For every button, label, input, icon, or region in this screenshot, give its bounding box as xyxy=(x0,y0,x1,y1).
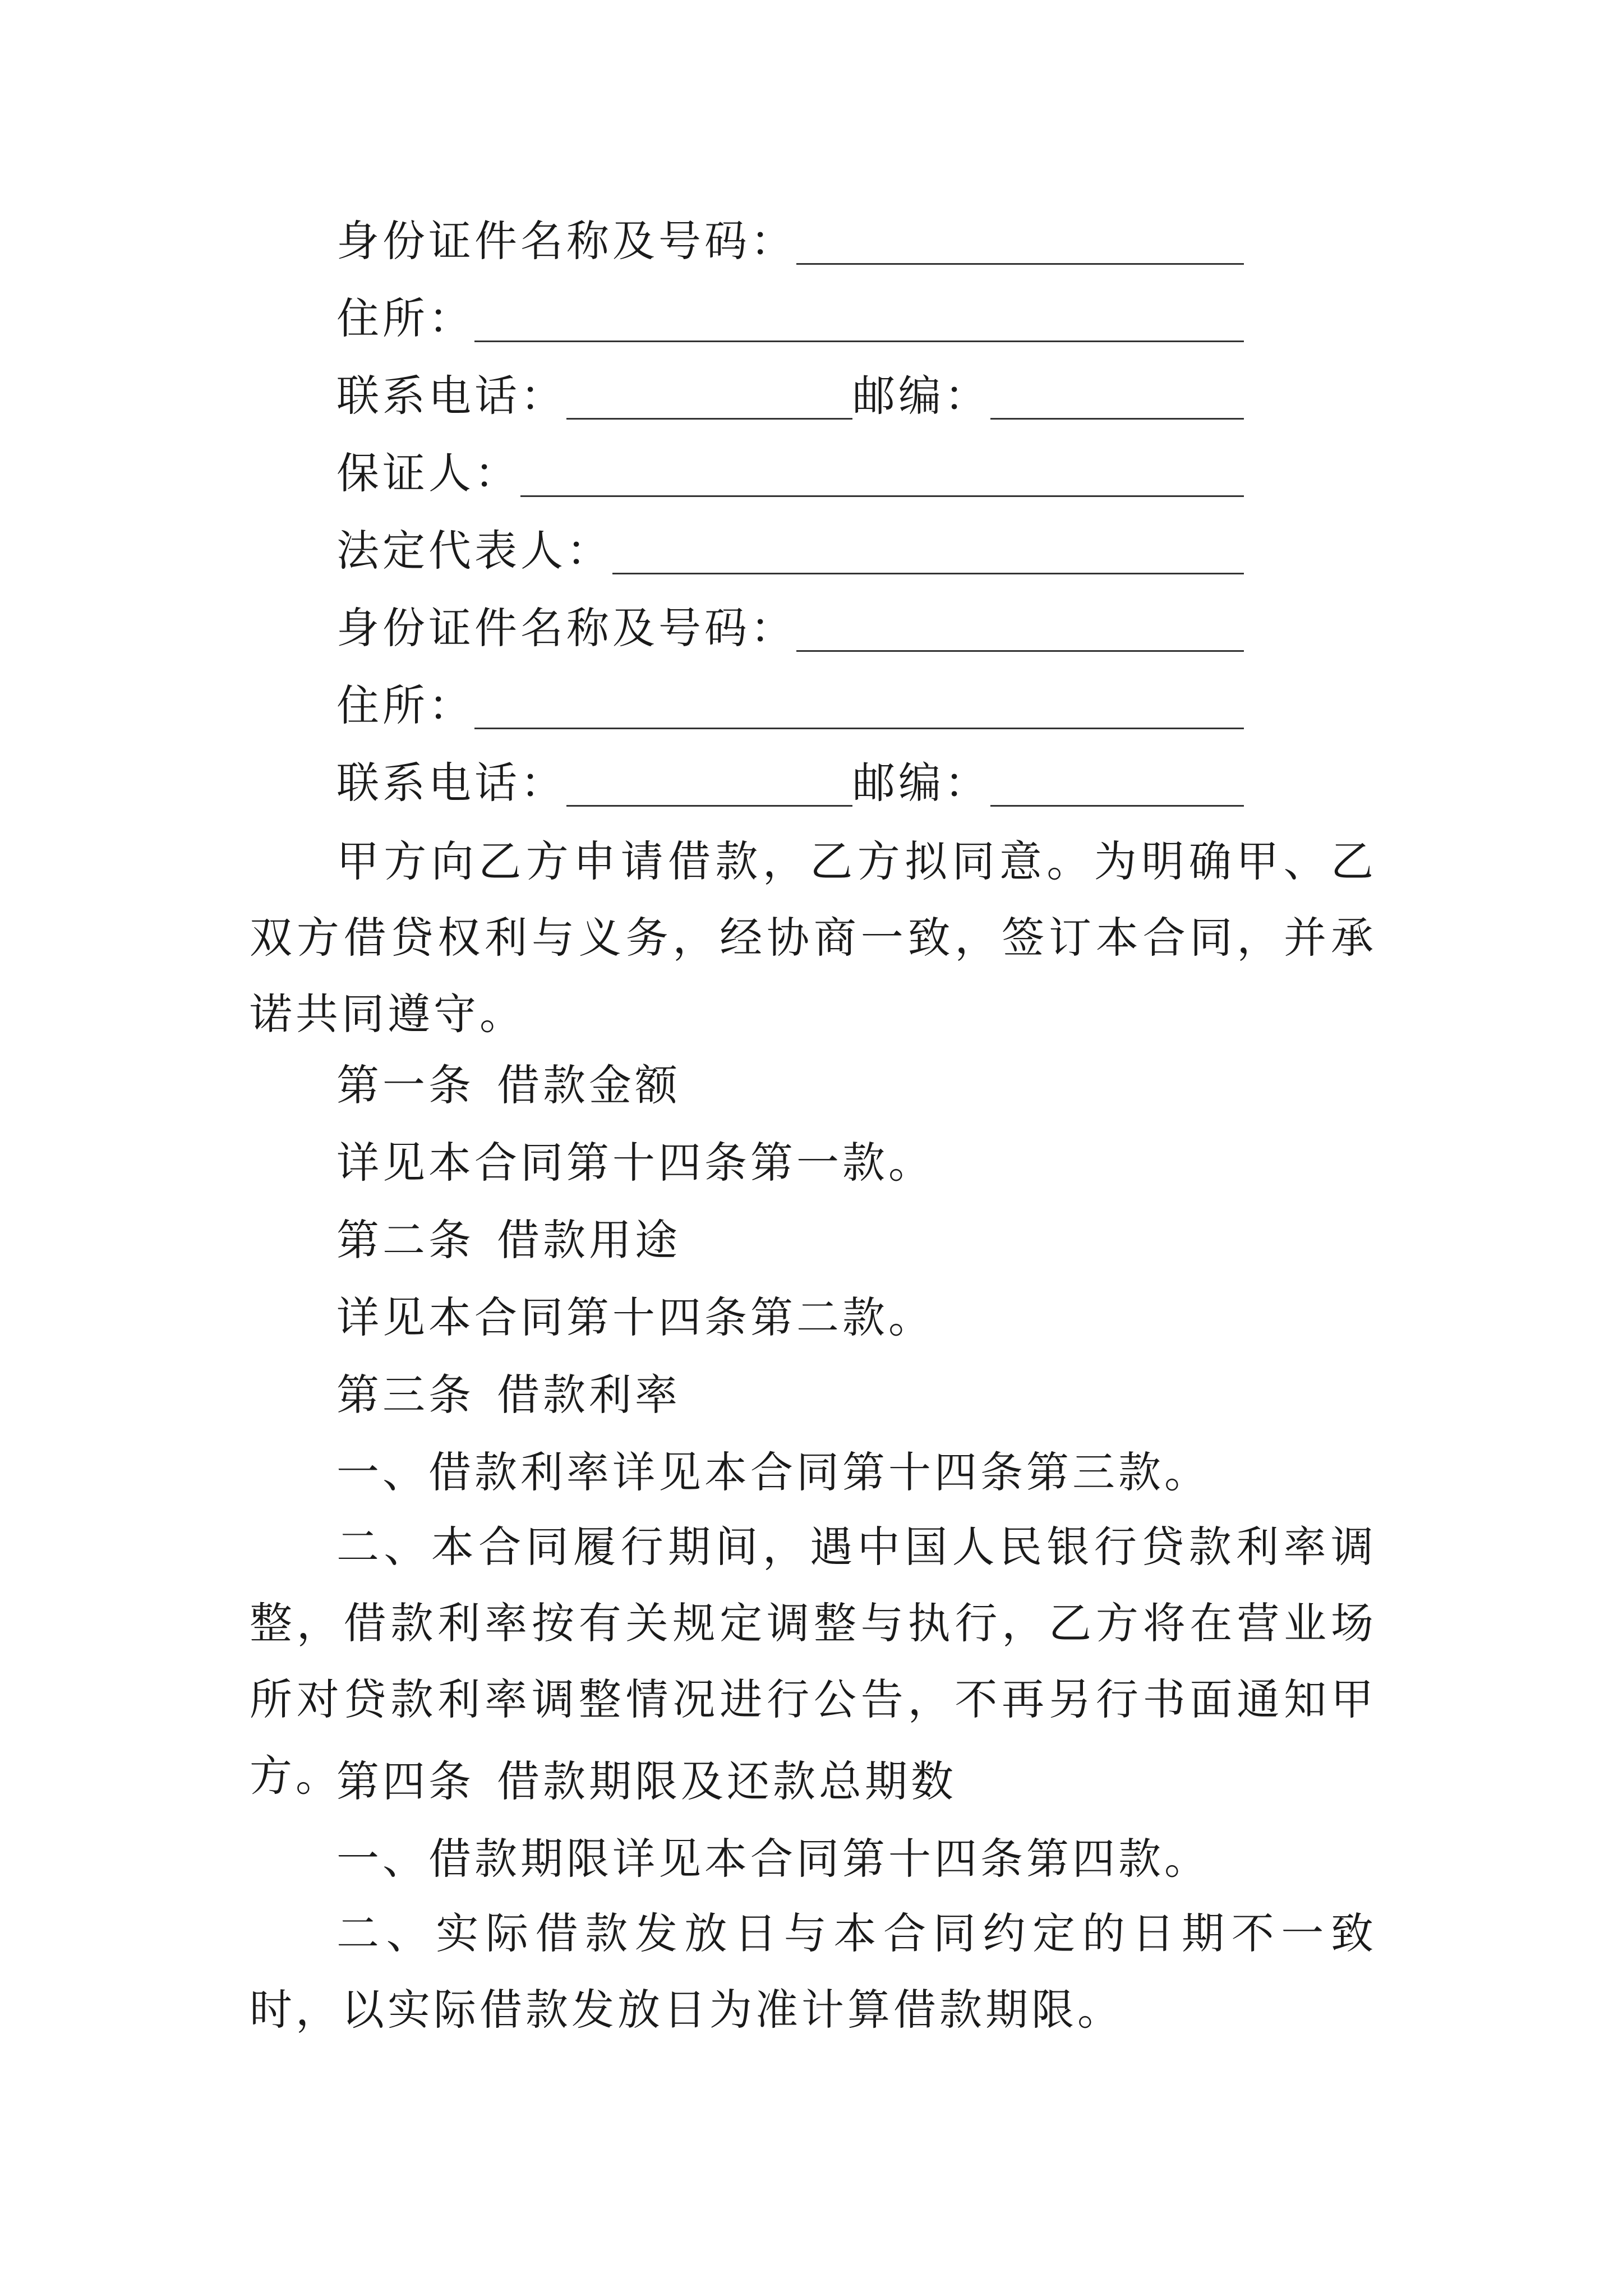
id-number-label-2: 身份证件名称及号码： xyxy=(336,603,796,653)
preamble-paragraph: 甲方向乙方申请借款，乙方拟同意。为明确甲、乙双方借贷权利与义务，经协商一致，签订本合同，并承诺共同遵守。 xyxy=(250,836,1377,1039)
address-blank-1[interactable] xyxy=(474,301,1244,342)
id-number-blank-1[interactable] xyxy=(796,224,1244,265)
legal-rep-blank[interactable] xyxy=(612,533,1244,574)
id-number-label-1: 身份证件名称及号码： xyxy=(336,216,796,266)
article-4-title: 借款期限及还款总期数 xyxy=(497,1756,957,1806)
article-3-title: 借款利率 xyxy=(497,1370,681,1420)
article-2-heading xyxy=(336,1215,681,1265)
contact-row-2 xyxy=(336,751,1244,807)
article-1-paragraph-1: 详见本合同第十四条第一款。 xyxy=(336,1138,934,1188)
article-4-heading xyxy=(336,1756,957,1806)
phone-label-2: 联系电话： xyxy=(336,758,566,808)
article-1-heading xyxy=(336,1060,681,1110)
contact-row-1 xyxy=(336,364,1244,420)
postcode-label-1: 邮编： xyxy=(852,371,990,421)
article-4-paragraph-2: 二、实际借款发放日与本合同约定的日期不一致时，以实际借款发放日为准计算借款期限。 xyxy=(250,1908,1377,2035)
address-blank-2[interactable] xyxy=(474,688,1244,729)
legal-rep-label: 法定代表人： xyxy=(336,526,612,576)
postcode-blank-2[interactable] xyxy=(990,766,1244,807)
article-2-number: 第二条 xyxy=(336,1215,474,1265)
phone-label-1: 联系电话： xyxy=(336,371,566,421)
phone-blank-1[interactable] xyxy=(566,379,852,420)
postcode-label-2: 邮编： xyxy=(852,758,990,808)
article-3-paragraph-1: 一、借款利率详见本合同第十四条第三款。 xyxy=(336,1447,1210,1497)
address-label-2: 住所： xyxy=(336,680,474,730)
article-4-paragraph-1: 一、借款期限详见本合同第十四条第四款。 xyxy=(336,1834,1210,1884)
address-field-2 xyxy=(336,673,1244,729)
address-label-1: 住所： xyxy=(336,293,474,343)
article-2-title: 借款用途 xyxy=(497,1215,681,1265)
article-3-number: 第三条 xyxy=(336,1370,474,1420)
legal-rep-field xyxy=(336,518,1244,574)
guarantor-field xyxy=(336,441,1244,497)
article-1-number: 第一条 xyxy=(336,1060,474,1110)
guarantor-label: 保证人： xyxy=(336,448,520,498)
id-number-blank-2[interactable] xyxy=(796,611,1244,652)
article-4-number: 第四条 xyxy=(336,1756,474,1806)
article-3-paragraph-2: 二、本合同履行期间，遇中国人民银行贷款利率调整，借款利率按有关规定调整与执行，乙方将在营业场所对贷款利率调整情况进行公告，不再另行书面通知甲方。 xyxy=(250,1522,1377,1801)
id-number-field-1 xyxy=(336,209,1244,265)
phone-blank-2[interactable] xyxy=(566,766,852,807)
article-1-title: 借款金额 xyxy=(497,1060,681,1110)
article-3-heading xyxy=(336,1370,681,1420)
id-number-field-2 xyxy=(336,596,1244,652)
postcode-blank-1[interactable] xyxy=(990,379,1244,420)
guarantor-blank[interactable] xyxy=(520,456,1244,497)
address-field-1 xyxy=(336,286,1244,342)
article-2-paragraph-1: 详见本合同第十四条第二款。 xyxy=(336,1292,934,1342)
